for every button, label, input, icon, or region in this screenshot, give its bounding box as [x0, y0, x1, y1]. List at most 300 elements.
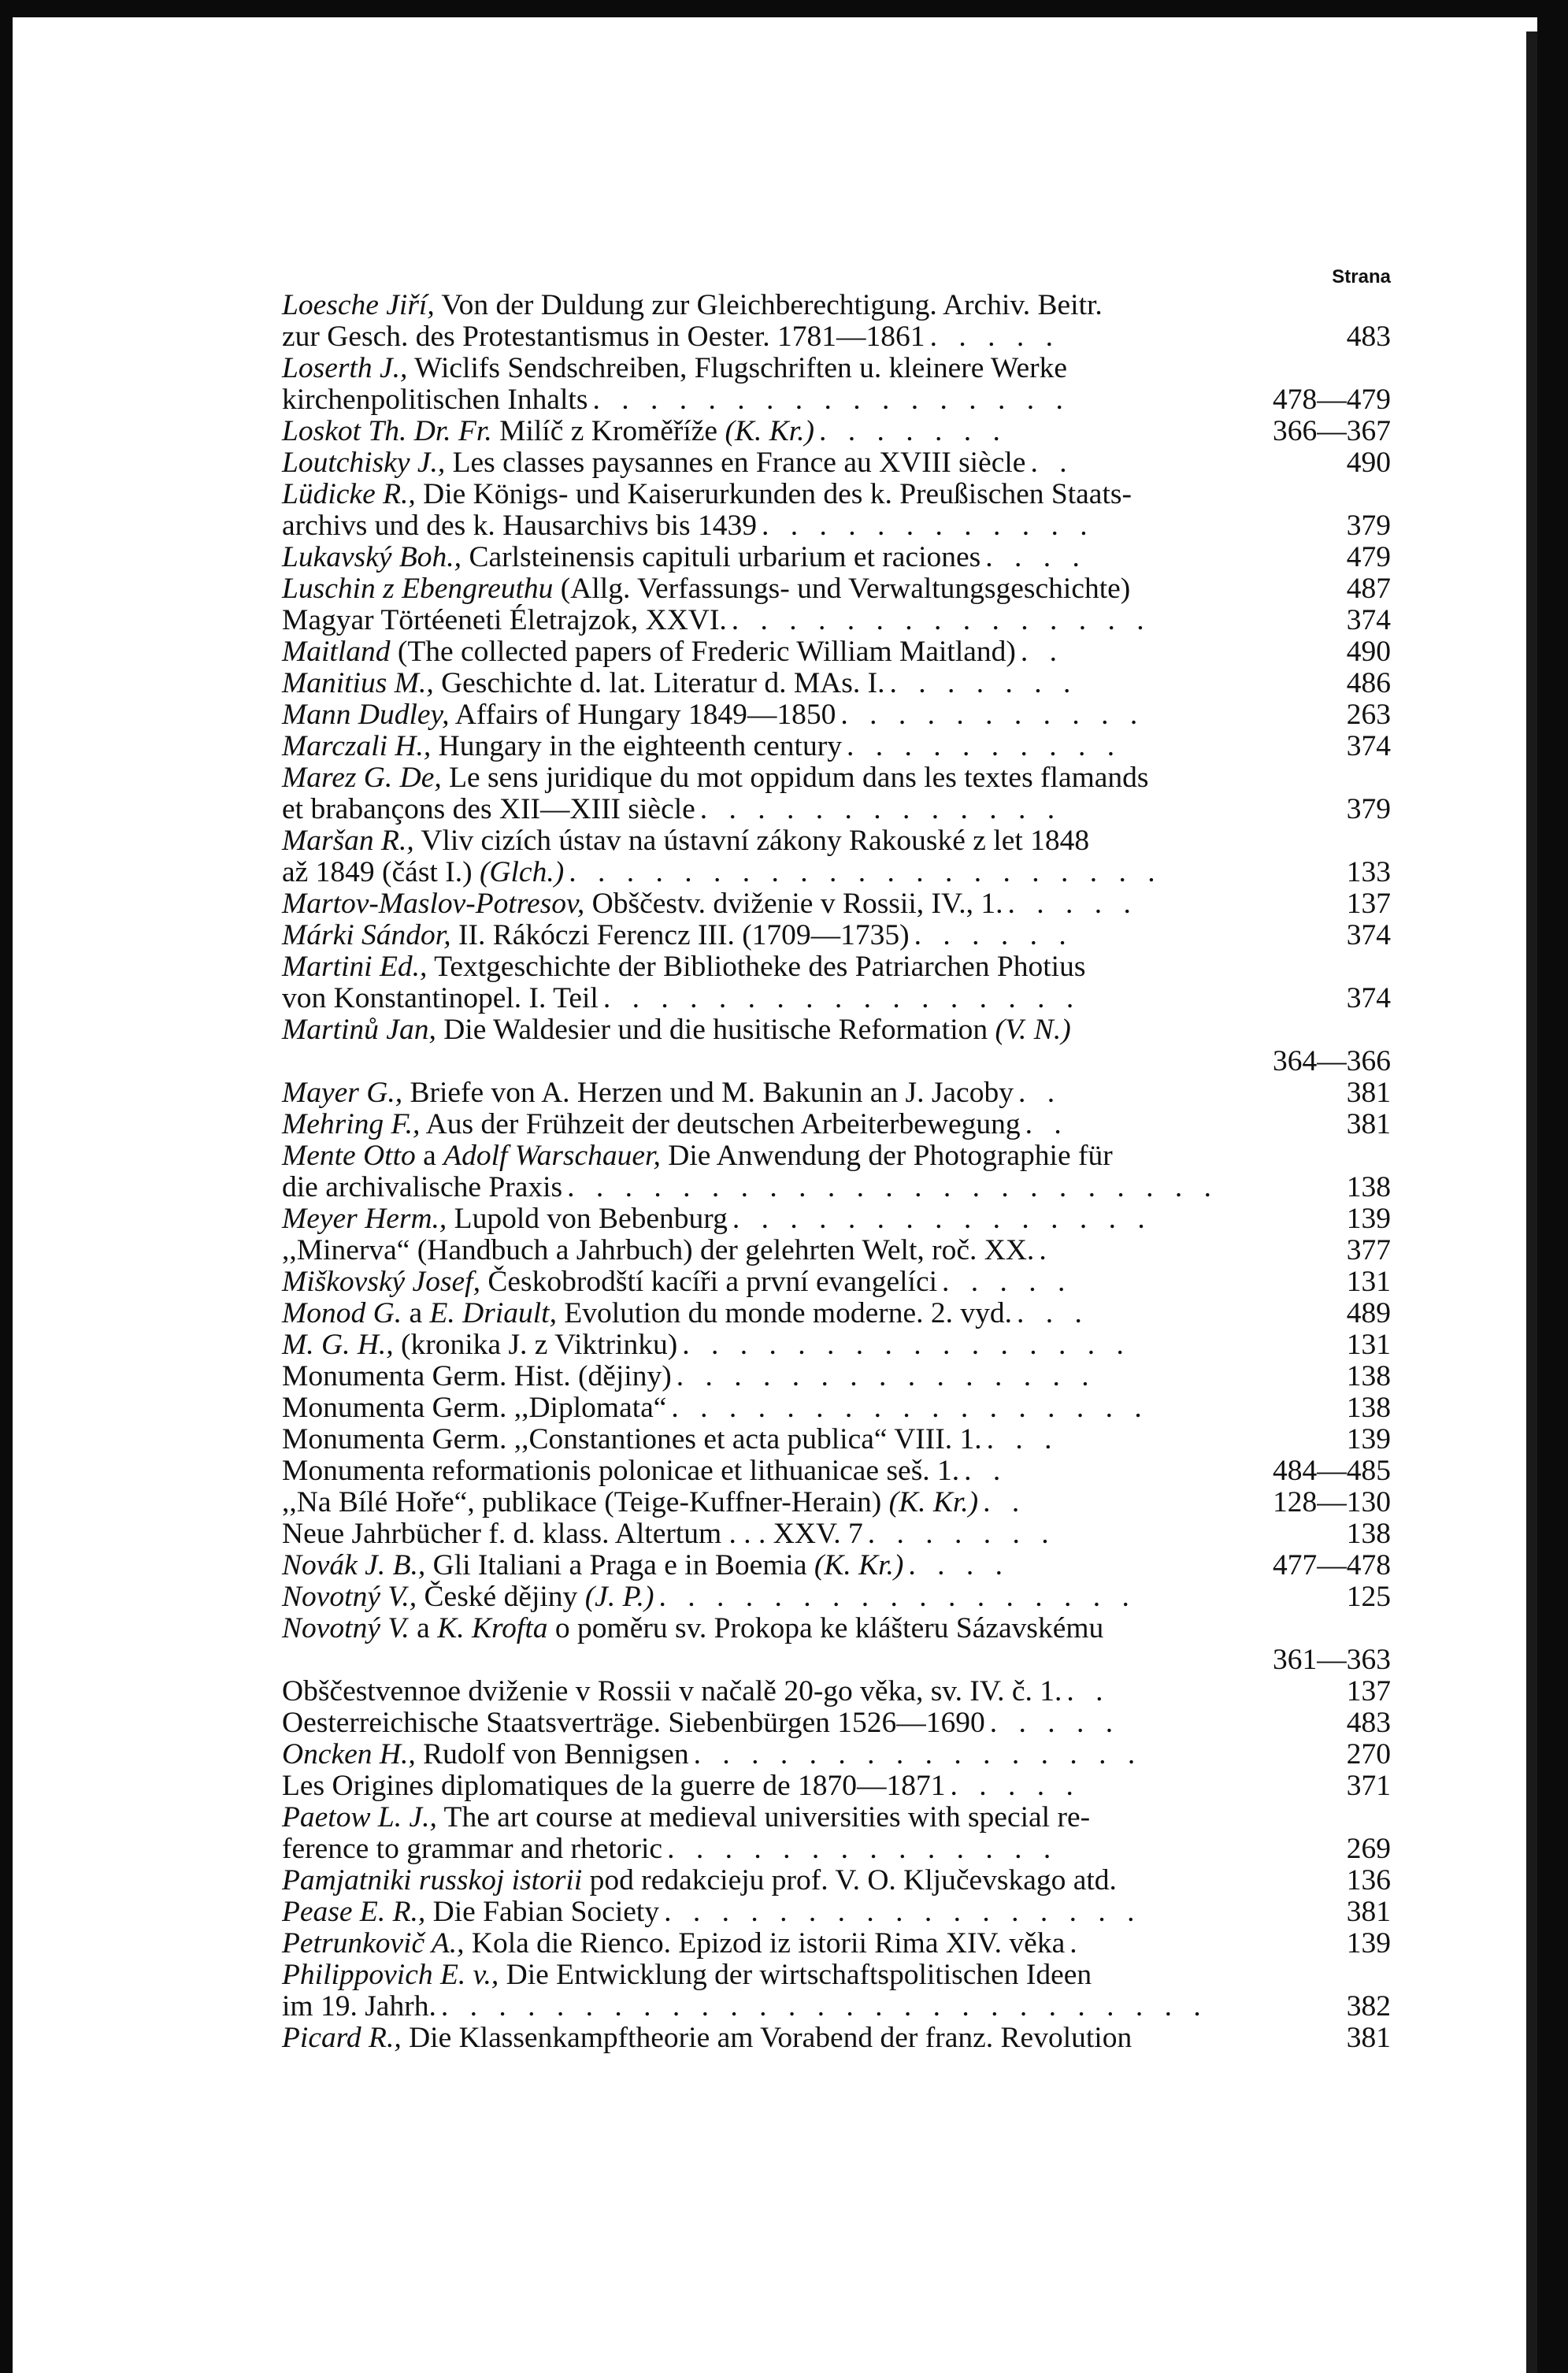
entry-title: kirchenpolitischen Inhalts	[282, 384, 588, 416]
index-entry	[282, 1613, 1391, 1676]
index-entry	[282, 416, 1391, 447]
page-number: 374	[1346, 604, 1391, 636]
leader-dots: . . . . . . . . . .	[846, 730, 1122, 762]
page-number: 478—479	[1273, 384, 1391, 416]
leader-dots: . . . . . . .	[889, 667, 1078, 699]
entry-text	[282, 1234, 1035, 1266]
entry-author: Manitius M.,	[282, 667, 434, 699]
entry-line	[282, 1801, 1391, 1834]
entry-text	[282, 352, 1067, 384]
entry-line	[282, 1675, 1391, 1707]
entry-text	[282, 384, 588, 416]
page-number: 136	[1346, 1864, 1391, 1897]
entry-text	[282, 1266, 938, 1298]
entry-text	[282, 1549, 904, 1581]
entry-line	[282, 352, 1391, 384]
entry-line	[282, 1171, 1391, 1203]
entry-text	[282, 1360, 672, 1392]
entry-text	[282, 1801, 1090, 1834]
entry-line	[282, 1486, 1391, 1518]
page-number: 139	[1346, 1423, 1391, 1455]
leader-dots: . . . . . . . . . . . . . .	[667, 1833, 1058, 1865]
entry-title: Gli Italiani a Praga e in Boemia	[425, 1549, 807, 1581]
leader-dots: . . . . . . .	[819, 415, 1007, 447]
page-number: 490	[1346, 447, 1391, 479]
entry-title: a	[402, 1297, 430, 1329]
index-entry	[282, 1424, 1391, 1455]
index-entry	[282, 1109, 1391, 1140]
entry-title: Die Königs- und Kaiserurkunden des k. Preußischen Staats-	[415, 478, 1132, 510]
entry-text	[282, 667, 885, 699]
entry-author: Novotný V.,	[282, 1581, 417, 1613]
entry-title: Die Waldesier und die husitische Reformation	[436, 1014, 988, 1046]
entry-title: Textgeschichte der Bibliotheke des Patriarchen Photius	[427, 951, 1086, 983]
entry-title: Českobrodští kacíři a první evangelíci	[480, 1266, 938, 1298]
leader-dots: . .	[983, 1486, 1027, 1518]
entry-line	[282, 604, 1391, 636]
leader-dots: . .	[1020, 636, 1064, 668]
entry-title: pod redakcieju prof. V. O. Ključevskago atd.	[582, 1864, 1117, 1897]
entry-text	[282, 1581, 654, 1613]
page-number: 371	[1346, 1770, 1391, 1802]
entry-author: Mente Otto	[282, 1140, 416, 1172]
index-entry	[282, 1298, 1391, 1329]
index-entry	[282, 2023, 1391, 2054]
entry-author: Marez G. De,	[282, 762, 442, 794]
entry-line	[282, 1833, 1391, 1865]
entry-title: (Allg. Verfassungs- und Verwaltungsgeschichte)	[553, 573, 1131, 605]
entry-text	[282, 794, 695, 825]
index-entry	[282, 1518, 1391, 1550]
entry-text	[282, 1959, 1092, 1991]
entry-text	[282, 1423, 982, 1455]
page-number: 477—478	[1273, 1549, 1391, 1581]
entry-author: Loesche Jiří,	[282, 289, 435, 321]
entry-line	[282, 919, 1391, 951]
entry-line	[282, 1864, 1391, 1897]
leader-dots: . . . . . . . . . . . . . . . . . . . . .	[569, 856, 1162, 888]
entry-author-secondary: (Glch.)	[472, 856, 565, 888]
index-entry	[282, 762, 1391, 825]
scan-border-right-inner	[1526, 32, 1537, 2373]
index-entry	[282, 825, 1391, 888]
entry-text	[282, 762, 1149, 794]
page-number: 483	[1346, 1707, 1391, 1739]
scan-border-right	[1537, 0, 1568, 2373]
entry-title: České dějiny	[417, 1581, 578, 1613]
leader-dots: . . . . . . . . . . . . . . .	[731, 604, 1151, 636]
entry-line	[282, 1707, 1391, 1739]
entry-author: Mann Dudley,	[282, 699, 450, 731]
entry-title: zur Gesch. des Protestantismus in Oester. 1781—1861	[282, 321, 925, 353]
entry-author-secondary: Adolf Warschauer,	[443, 1140, 661, 1172]
entry-text	[282, 1108, 1021, 1140]
entry-title: Die Fabian Society	[425, 1896, 660, 1928]
entry-line	[282, 1896, 1391, 1928]
entry-line	[282, 447, 1391, 479]
entry-line	[282, 1140, 1391, 1172]
leader-dots: . .	[964, 1455, 1008, 1487]
entry-author: Maršan R.,	[282, 825, 414, 857]
index-entry	[282, 1581, 1391, 1613]
entry-author: Márki Sándor,	[282, 919, 451, 951]
index-entry	[282, 1392, 1391, 1424]
leader-dots: . . . . . . . . . . . . . . . . .	[671, 1392, 1149, 1424]
leader-dots: . . .	[1017, 1297, 1089, 1329]
entry-title: Les Origines diplomatiques de la guerre de 1870—1871	[282, 1770, 946, 1802]
page-number: 138	[1346, 1518, 1391, 1550]
entry-title: Magyar Törtéeneti Életrajzok, XXVI.	[282, 604, 727, 636]
index-entry	[282, 1329, 1391, 1361]
entry-title: Rudolf von Bennigsen	[415, 1738, 689, 1770]
entry-author: Martov-Maslov-Potresov,	[282, 888, 585, 920]
page-number: 270	[1346, 1738, 1391, 1770]
page-number: 381	[1346, 1108, 1391, 1140]
entry-title: im 19. Jahrh.	[282, 1990, 436, 2023]
entry-author: Martinů Jan,	[282, 1014, 436, 1046]
page-number: 379	[1346, 510, 1391, 542]
index-entry	[282, 447, 1391, 479]
entry-text	[282, 919, 910, 951]
index-entry	[282, 699, 1391, 731]
entry-text	[282, 1077, 1014, 1109]
entry-title-continued: Die Anwendung der Photographie für	[660, 1140, 1113, 1172]
entry-title: The art course at medieval universities with special re-	[436, 1801, 1091, 1834]
entry-title: Obščestv. dviženie v Rossii, IV., 1.	[584, 888, 1003, 920]
entry-line	[282, 478, 1391, 510]
entry-title: Oesterreichische Staatsverträge. Siebenbürgen 1526—1690	[282, 1707, 985, 1739]
leader-dots: . . . . .	[942, 1266, 1073, 1298]
index-entry	[282, 1235, 1391, 1266]
entry-text	[282, 1392, 667, 1424]
leader-dots: . .	[1018, 1077, 1062, 1109]
index-entry	[282, 605, 1391, 636]
index-entry	[282, 1928, 1391, 1960]
leader-dots: . . . . . . . . . . . . . . . .	[682, 1329, 1131, 1361]
scan-border-left	[0, 0, 13, 2373]
index-entry	[282, 1550, 1391, 1581]
leader-dots: . . . . . . . . . . . . . . . . .	[658, 1581, 1136, 1613]
page-number: 137	[1346, 888, 1391, 920]
entry-line	[282, 1266, 1391, 1298]
page-number: 131	[1346, 1329, 1391, 1361]
leader-dots: . . . . . . .	[867, 1518, 1056, 1550]
column-header-strana: Strana	[1332, 266, 1391, 287]
entry-title: et brabançons des XII—XIII siècle	[282, 793, 695, 825]
entry-author: Novák J. B.,	[282, 1549, 426, 1581]
page-number: 133	[1346, 856, 1391, 888]
entry-title: (The collected papers of Frederic William Maitland)	[390, 636, 1016, 668]
entry-title: Monumenta Germ. ,,Diplomata“	[282, 1392, 667, 1424]
entry-line	[282, 1203, 1391, 1235]
index-entry	[282, 1014, 1391, 1077]
entry-line	[282, 1990, 1391, 2023]
index-entry	[282, 1487, 1391, 1518]
page-number: 381	[1346, 2022, 1391, 2054]
entry-title: Hungary in the eighteenth century	[431, 730, 842, 762]
leader-dots: . . . . . . . . . . . . . . . . . . . . . . .	[567, 1171, 1218, 1203]
entry-title: Milíč z Kroměříže	[491, 415, 718, 447]
entry-author: Monod G.	[282, 1297, 402, 1329]
leader-dots: . . . . . . . . . . .	[840, 699, 1145, 731]
index-entry	[282, 573, 1391, 605]
entry-text	[282, 1864, 1117, 1897]
entry-author: Marczali H.,	[282, 730, 432, 762]
entry-text	[282, 289, 1103, 321]
entry-author: Oncken H.,	[282, 1738, 416, 1770]
entry-text	[282, 1455, 960, 1487]
entry-line	[282, 289, 1391, 321]
entry-text	[282, 1833, 663, 1865]
entry-text	[282, 1297, 1012, 1329]
leader-dots: . . . . .	[950, 1770, 1081, 1802]
index-entry	[282, 1802, 1391, 1865]
entry-title: Carlsteinensis capituli urbarium et raciones	[462, 541, 981, 573]
leader-dots: . . . .	[985, 541, 1087, 573]
entry-text	[282, 1612, 1103, 1644]
entry-text	[282, 1140, 1113, 1172]
entry-line	[282, 856, 1391, 888]
entry-text	[282, 888, 1003, 920]
entry-text	[282, 2022, 1132, 2054]
index-entry	[282, 668, 1391, 699]
entry-line	[282, 2022, 1391, 2054]
entry-line	[282, 1581, 1391, 1613]
entry-author: M. G. H.,	[282, 1329, 394, 1361]
entry-line	[282, 1738, 1391, 1770]
index-entry	[282, 1455, 1391, 1487]
entry-line	[282, 1927, 1391, 1960]
entry-line	[282, 415, 1391, 447]
entry-title: Obščestvennoe dviženie v Rossii v načalě 20-go věka, sv. IV. č. 1.	[282, 1675, 1062, 1707]
entry-text	[282, 478, 1132, 510]
entry-line	[282, 699, 1391, 731]
entry-line	[282, 1612, 1391, 1644]
leader-dots: . .	[1066, 1675, 1110, 1707]
entry-author: Mehring F.,	[282, 1108, 421, 1140]
index-entry	[282, 290, 1391, 353]
leader-dots: .	[1039, 1234, 1054, 1266]
page-number: 139	[1346, 1927, 1391, 1960]
leader-dots: . . . . . . . . . . . . . . . .	[693, 1738, 1143, 1770]
page-number: 139	[1346, 1203, 1391, 1235]
entry-text	[282, 856, 565, 888]
leader-dots: .	[1069, 1927, 1084, 1960]
index-entry	[282, 1770, 1391, 1802]
leader-dots: . . . . . . . . . . . . . . .	[676, 1360, 1096, 1392]
entry-title: ,,Minerva“ (Handbuch a Jahrbuch) der gelehrten Welt, roč. XX.	[282, 1234, 1035, 1266]
entry-line	[282, 541, 1391, 573]
index-entry	[282, 1707, 1391, 1739]
entry-line	[282, 636, 1391, 668]
entry-line	[282, 1959, 1391, 1991]
entry-title: ,,Na Bílé Hoře“, publikace (Teige-Kuffner-Herain)	[282, 1486, 882, 1518]
index-entry	[282, 479, 1391, 542]
entry-author: Luschin z Ebengreuthu	[282, 573, 554, 605]
entry-line	[307, 1046, 1391, 1077]
page-number: 489	[1346, 1297, 1391, 1329]
entry-title: die archivalische Praxis	[282, 1171, 563, 1203]
index-entry	[282, 636, 1391, 668]
entry-text	[282, 982, 599, 1014]
page-number: 137	[1346, 1675, 1391, 1707]
leader-dots: . . . . . . . . . . . . .	[699, 793, 1062, 825]
entry-text	[282, 1203, 728, 1235]
entry-line	[307, 1644, 1391, 1676]
index-entry	[282, 353, 1391, 416]
entry-title: Les classes paysannes en France au XVIII siècle	[445, 447, 1026, 479]
index-entry	[282, 1960, 1391, 2023]
entry-text	[282, 1990, 436, 2023]
entry-title: Neue Jahrbücher f. d. klass. Altertum . . . XXV. 7	[282, 1518, 863, 1550]
entry-text	[282, 1770, 946, 1802]
entry-text	[282, 1927, 1066, 1960]
entry-title: Lupold von Bebenburg	[447, 1203, 728, 1235]
entry-title: archivs und des k. Hausarchivs bis 1439	[282, 510, 758, 542]
entry-title: von Konstantinopel. I. Teil	[282, 982, 599, 1014]
entry-text	[282, 415, 815, 447]
page-number: 490	[1346, 636, 1391, 668]
entry-line	[282, 573, 1391, 605]
index-entries	[282, 290, 1391, 2054]
entry-line	[282, 825, 1391, 857]
entry-author-secondary: (V. N.)	[988, 1014, 1071, 1046]
leader-dots: . . . . . .	[914, 919, 1073, 951]
page-number: 479	[1346, 541, 1391, 573]
entry-author-secondary: (K. Kr.)	[881, 1486, 979, 1518]
entry-title: 361—363	[1273, 1644, 1391, 1676]
entry-line	[282, 510, 1391, 542]
entry-author: Lukavský Boh.,	[282, 541, 462, 573]
entry-title: Kola die Rienco. Epizod iz istorii Rima XIV. věka	[464, 1927, 1066, 1960]
index-entry	[282, 731, 1391, 762]
entry-title: Monumenta Germ. ,,Constantiones et acta publica“ VIII. 1.	[282, 1423, 982, 1455]
index-entry	[282, 1266, 1391, 1298]
entry-line	[282, 1423, 1391, 1455]
entry-title: Wiclifs Sendschreiben, Flugschriften u. kleinere Werke	[407, 352, 1067, 384]
entry-title: II. Rákóczi Ferencz III. (1709—1735)	[450, 919, 910, 951]
entry-author: Loutchisky J.,	[282, 447, 446, 479]
index-entry	[282, 920, 1391, 951]
page-number: 269	[1346, 1833, 1391, 1865]
page-number: 374	[1346, 982, 1391, 1014]
entry-author: Paetow L. J.,	[282, 1801, 437, 1834]
entry-author: Miškovský Josef,	[282, 1266, 480, 1298]
page-number: 125	[1346, 1581, 1391, 1613]
entry-title: Affairs of Hungary 1849—1850	[449, 699, 836, 731]
entry-title: až 1849 (část I.)	[282, 856, 473, 888]
entry-line	[282, 384, 1391, 416]
page-number: 483	[1346, 321, 1391, 353]
entry-text	[282, 951, 1085, 983]
page-number: 131	[1346, 1266, 1391, 1298]
index-entry	[282, 951, 1391, 1014]
entry-title: 364—366	[1273, 1045, 1391, 1077]
entry-line	[282, 1549, 1391, 1581]
index-entry	[282, 1140, 1391, 1203]
index-entry	[282, 1739, 1391, 1770]
entry-line	[282, 1234, 1391, 1266]
entry-line	[282, 1014, 1391, 1046]
entry-title: a	[409, 1612, 438, 1644]
entry-line	[282, 982, 1391, 1014]
page-number: 138	[1346, 1392, 1391, 1424]
leader-dots: . . . .	[908, 1549, 1010, 1581]
page-number: 138	[1346, 1171, 1391, 1203]
entry-text	[282, 510, 758, 542]
entry-title: Le sens juridique du mot oppidum dans les textes flamands	[441, 762, 1149, 794]
entry-title: Von der Duldung zur Gleichberechtigung. Archiv. Beitr.	[434, 289, 1103, 321]
entry-title: a	[415, 1140, 444, 1172]
index-entry	[282, 888, 1391, 920]
index-entry	[282, 1203, 1391, 1235]
entry-author: Mayer G.,	[282, 1077, 403, 1109]
entry-title: Monumenta Germ. Hist. (dějiny)	[282, 1360, 672, 1392]
entry-title: Monumenta reformationis polonicae et lithuanicae seš. 1.	[282, 1455, 960, 1487]
entry-line	[282, 1770, 1391, 1802]
entry-text	[282, 1014, 1071, 1046]
entry-author-secondary: (K. Kr.)	[806, 1549, 904, 1581]
entry-line	[282, 1108, 1391, 1140]
entry-text	[282, 825, 1089, 857]
entry-text	[282, 1518, 863, 1550]
entry-text	[282, 730, 842, 762]
entry-author: Meyer Herm.,	[282, 1203, 447, 1235]
leader-dots: . . . . . . . . . . . .	[762, 510, 1095, 542]
page-number: 263	[1346, 699, 1391, 731]
leader-dots: . . . . . . . . . . . . . . . . .	[602, 982, 1081, 1014]
page-number: 486	[1346, 667, 1391, 699]
entry-text	[1273, 1644, 1391, 1676]
leader-dots: . . . . .	[929, 321, 1060, 353]
leader-dots: . . . . .	[989, 1707, 1121, 1739]
entry-line	[282, 1392, 1391, 1424]
entry-author-secondary: K. Krofta	[437, 1612, 548, 1644]
index-entry	[282, 1897, 1391, 1928]
page-number: 138	[1346, 1360, 1391, 1392]
index-entry	[282, 542, 1391, 573]
entry-text	[1273, 1045, 1391, 1077]
entry-author: Pamjatniki russkoj istorii	[282, 1864, 583, 1897]
leader-dots: . . . . .	[1007, 888, 1138, 920]
entry-text	[282, 573, 1131, 605]
entry-text	[282, 1896, 660, 1928]
page-number: 374	[1346, 919, 1391, 951]
entry-author: Loskot Th. Dr. Fr.	[282, 415, 492, 447]
page-number: 487	[1346, 573, 1391, 605]
leader-dots: . .	[1025, 1108, 1069, 1140]
entry-line	[282, 888, 1391, 920]
index-entry	[282, 1676, 1391, 1707]
entry-text	[282, 636, 1016, 668]
page-number: 366—367	[1273, 415, 1391, 447]
entry-title: Briefe von A. Herzen und M. Bakunin an J. Jacoby	[402, 1077, 1014, 1109]
entry-text	[282, 321, 925, 353]
page-number: 382	[1346, 1990, 1391, 2023]
entry-line	[282, 730, 1391, 762]
entry-line	[282, 1518, 1391, 1550]
entry-author: Picard R.,	[282, 2022, 402, 2054]
entry-text	[282, 447, 1026, 479]
leader-dots: . .	[1030, 447, 1074, 479]
entry-author: Philippovich E. v.,	[282, 1959, 499, 1991]
leader-dots: . . . . . . . . . . . . . . . . . . . . . . . . . . .	[440, 1990, 1208, 2023]
entry-line	[282, 794, 1391, 825]
entry-text	[282, 604, 727, 636]
page-number: 374	[1346, 730, 1391, 762]
entry-title-continued: Evolution du monde moderne. 2. vyd.	[556, 1297, 1012, 1329]
entry-title: (kronika J. z Viktrinku)	[393, 1329, 678, 1361]
